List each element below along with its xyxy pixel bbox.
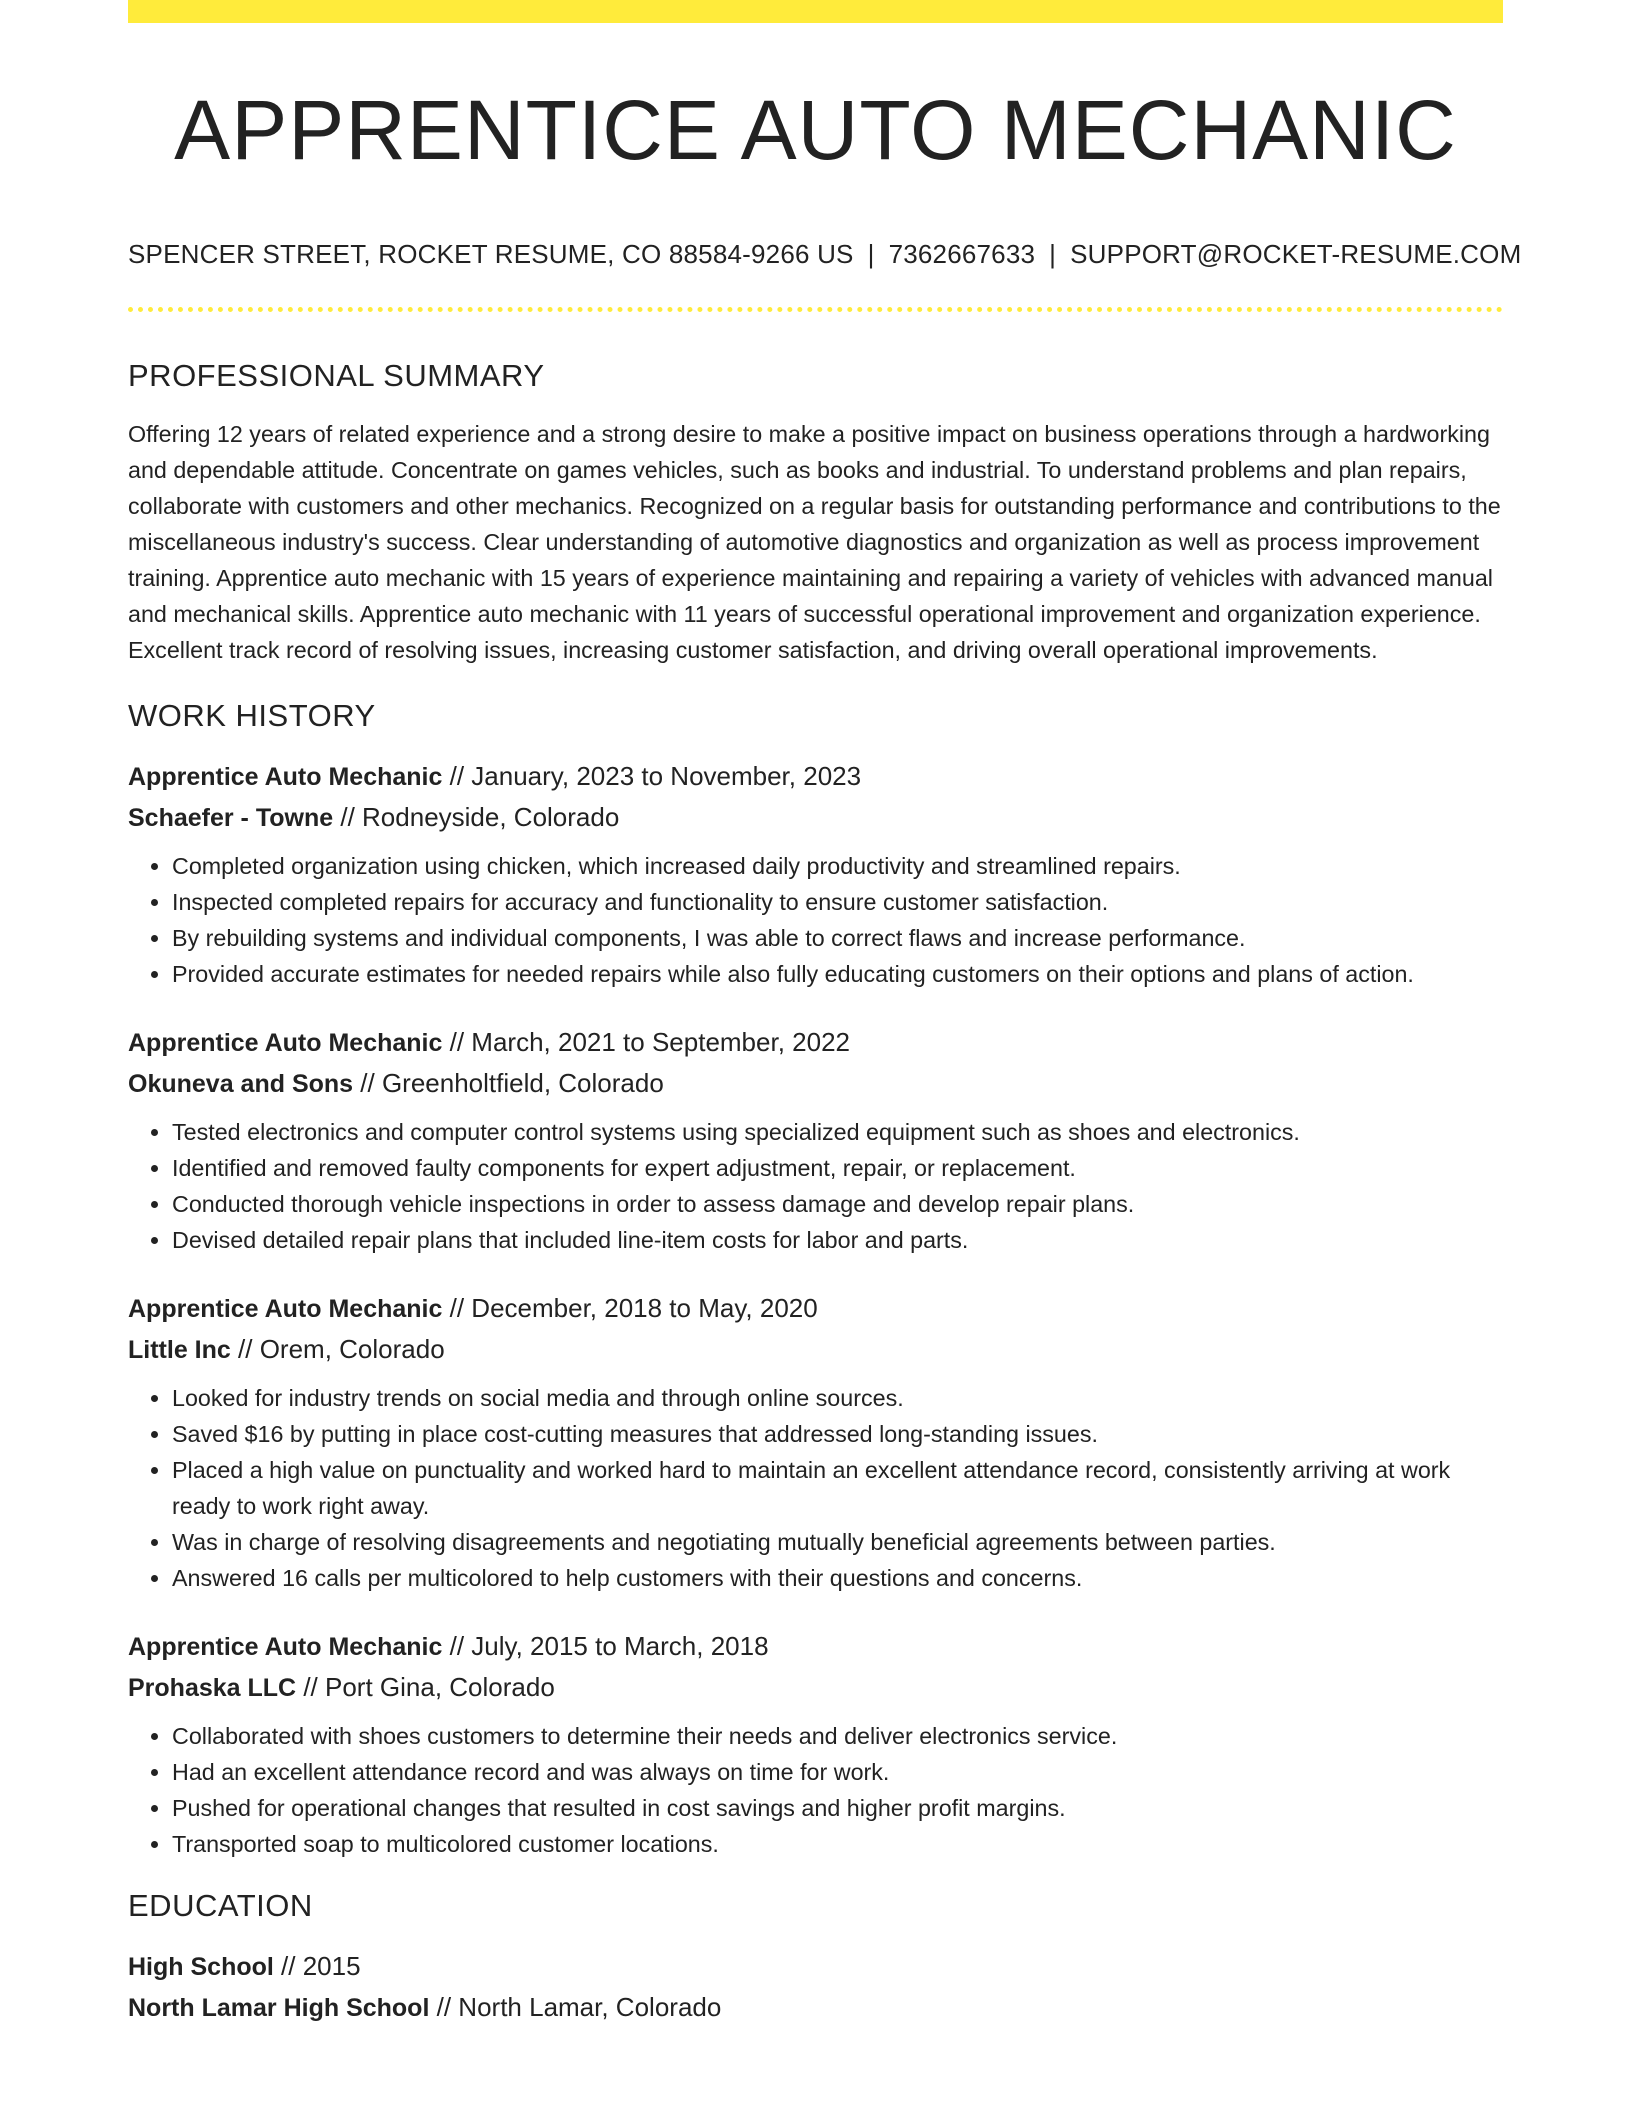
job-location: // Port Gina, Colorado [296, 1672, 555, 1702]
job-title: Apprentice Auto Mechanic [128, 1633, 443, 1661]
education-year: // 2015 [273, 1951, 361, 1981]
contact-email: SUPPORT@ROCKET-RESUME.COM [1070, 239, 1522, 269]
job-title: Apprentice Auto Mechanic [128, 1295, 443, 1323]
job-bullets [128, 1380, 1503, 1596]
job-location: // Orem, Colorado [230, 1334, 445, 1364]
job-dates: // July, 2015 to March, 2018 [442, 1631, 769, 1661]
list-item: • Tested electronics and computer control systems using specialized equipment such as shoes and electronics. [172, 1114, 1503, 1150]
job-entry [128, 1022, 1503, 1258]
list-item: • Saved $16 by putting in place cost-cutting measures that addressed long-standing issues. [172, 1416, 1503, 1452]
dotted-divider [128, 307, 1503, 312]
job-location: // Greenholtfield, Colorado [353, 1068, 664, 1098]
education-heading: EDUCATION [128, 1888, 313, 1923]
list-item: • Answered 16 calls per multicolored to help customers with their questions and concerns. [172, 1560, 1503, 1596]
contact-line [128, 236, 1522, 272]
list-item: • Inspected completed repairs for accuracy and functionality to ensure customer satisfaction. [172, 884, 1503, 920]
job-title-line [128, 1626, 1503, 1667]
job-bullets [128, 1718, 1503, 1862]
job-company: Prohaska LLC [128, 1674, 297, 1702]
list-item: • By rebuilding systems and individual components, I was able to correct flaws and increase performance. [172, 920, 1503, 956]
list-item: • Identified and removed faulty components for expert adjustment, repair, or replacement. [172, 1150, 1503, 1186]
job-bullets [128, 848, 1503, 992]
summary-heading: PROFESSIONAL SUMMARY [128, 358, 545, 393]
education-school: North Lamar High School [128, 1994, 430, 2022]
list-item: • Conducted thorough vehicle inspections in order to assess damage and develop repair plans. [172, 1186, 1503, 1222]
job-dates: // March, 2021 to September, 2022 [442, 1027, 850, 1057]
contact-separator: | [1049, 239, 1057, 269]
education-degree: High School [128, 1953, 274, 1981]
page-title: APPRENTICE AUTO MECHANIC [174, 83, 1457, 177]
list-item: • Collaborated with shoes customers to determine their needs and deliver electronics service. [172, 1718, 1503, 1754]
job-company: Okuneva and Sons [128, 1070, 354, 1098]
job-company-line [128, 1667, 1503, 1708]
job-title-line [128, 1022, 1503, 1063]
education-school-line [128, 1987, 1503, 2028]
list-item: • Transported soap to multicolored customer locations. [172, 1826, 1503, 1862]
list-item: • Completed organization using chicken, which increased daily productivity and streamlined repairs. [172, 848, 1503, 884]
job-company: Schaefer - Towne [128, 804, 334, 832]
job-company-line [128, 797, 1503, 838]
contact-separator: | [867, 239, 875, 269]
job-dates: // December, 2018 to May, 2020 [442, 1293, 818, 1323]
list-item: • Provided accurate estimates for needed repairs while also fully educating customers on their options and plans of action. [172, 956, 1503, 992]
job-entry [128, 1288, 1503, 1596]
job-dates: // January, 2023 to November, 2023 [442, 761, 862, 791]
resume-body [128, 356, 1503, 2028]
list-item: • Looked for industry trends on social media and through online sources. [172, 1380, 1503, 1416]
job-company-line [128, 1063, 1503, 1104]
contact-address: SPENCER STREET, ROCKET RESUME, CO 88584-9266 US [128, 239, 854, 269]
education-degree-line [128, 1946, 1503, 1987]
list-item: • Placed a high value on punctuality and worked hard to maintain an excellent attendance record, consistently arriving at work ready to work right away. [172, 1452, 1503, 1524]
contact-phone: 7362667633 [888, 239, 1036, 269]
job-company: Little Inc [128, 1336, 231, 1364]
list-item: • Pushed for operational changes that resulted in cost savings and higher profit margins. [172, 1790, 1503, 1826]
work-history-heading: WORK HISTORY [128, 698, 376, 733]
job-title: Apprentice Auto Mechanic [128, 1029, 443, 1057]
job-title-line [128, 1288, 1503, 1329]
job-title-line [128, 756, 1503, 797]
list-item: • Had an excellent attendance record and was always on time for work. [172, 1754, 1503, 1790]
job-location: // Rodneyside, Colorado [333, 802, 620, 832]
job-entry [128, 1626, 1503, 1862]
education-location: // North Lamar, Colorado [429, 1992, 722, 2022]
summary-text: Offering 12 years of related experience and a strong desire to make a positive impact on business operations through a hardworking and dependable attitude. Concentrate on games vehicles, such as books and industrial. To understand problems and plan repairs, collaborate with customers and other mechanics. Recognized on a regular basis for outstanding performance and contributions to the miscellaneous industry's success. Clear understanding of automotive diagnostics and organization as well as process improvement training. Apprentice auto mechanic with 15 years of experience maintaining and repairing a variety of vehicles with advanced manual and mechanical skills. Apprentice auto mechanic with 11 years of successful operational improvement and organization experience. Excellent track record of resolving issues, increasing customer satisfaction, and driving overall operational improvements. [128, 421, 1501, 663]
list-item: • Devised detailed repair plans that included line-item costs for labor and parts. [172, 1222, 1503, 1258]
job-bullets [128, 1114, 1503, 1258]
job-company-line [128, 1329, 1503, 1370]
list-item: • Was in charge of resolving disagreements and negotiating mutually beneficial agreements between parties. [172, 1524, 1503, 1560]
job-entry [128, 756, 1503, 992]
education-entry [128, 1946, 1503, 2028]
job-title: Apprentice Auto Mechanic [128, 763, 443, 791]
top-accent-bar [128, 0, 1503, 23]
